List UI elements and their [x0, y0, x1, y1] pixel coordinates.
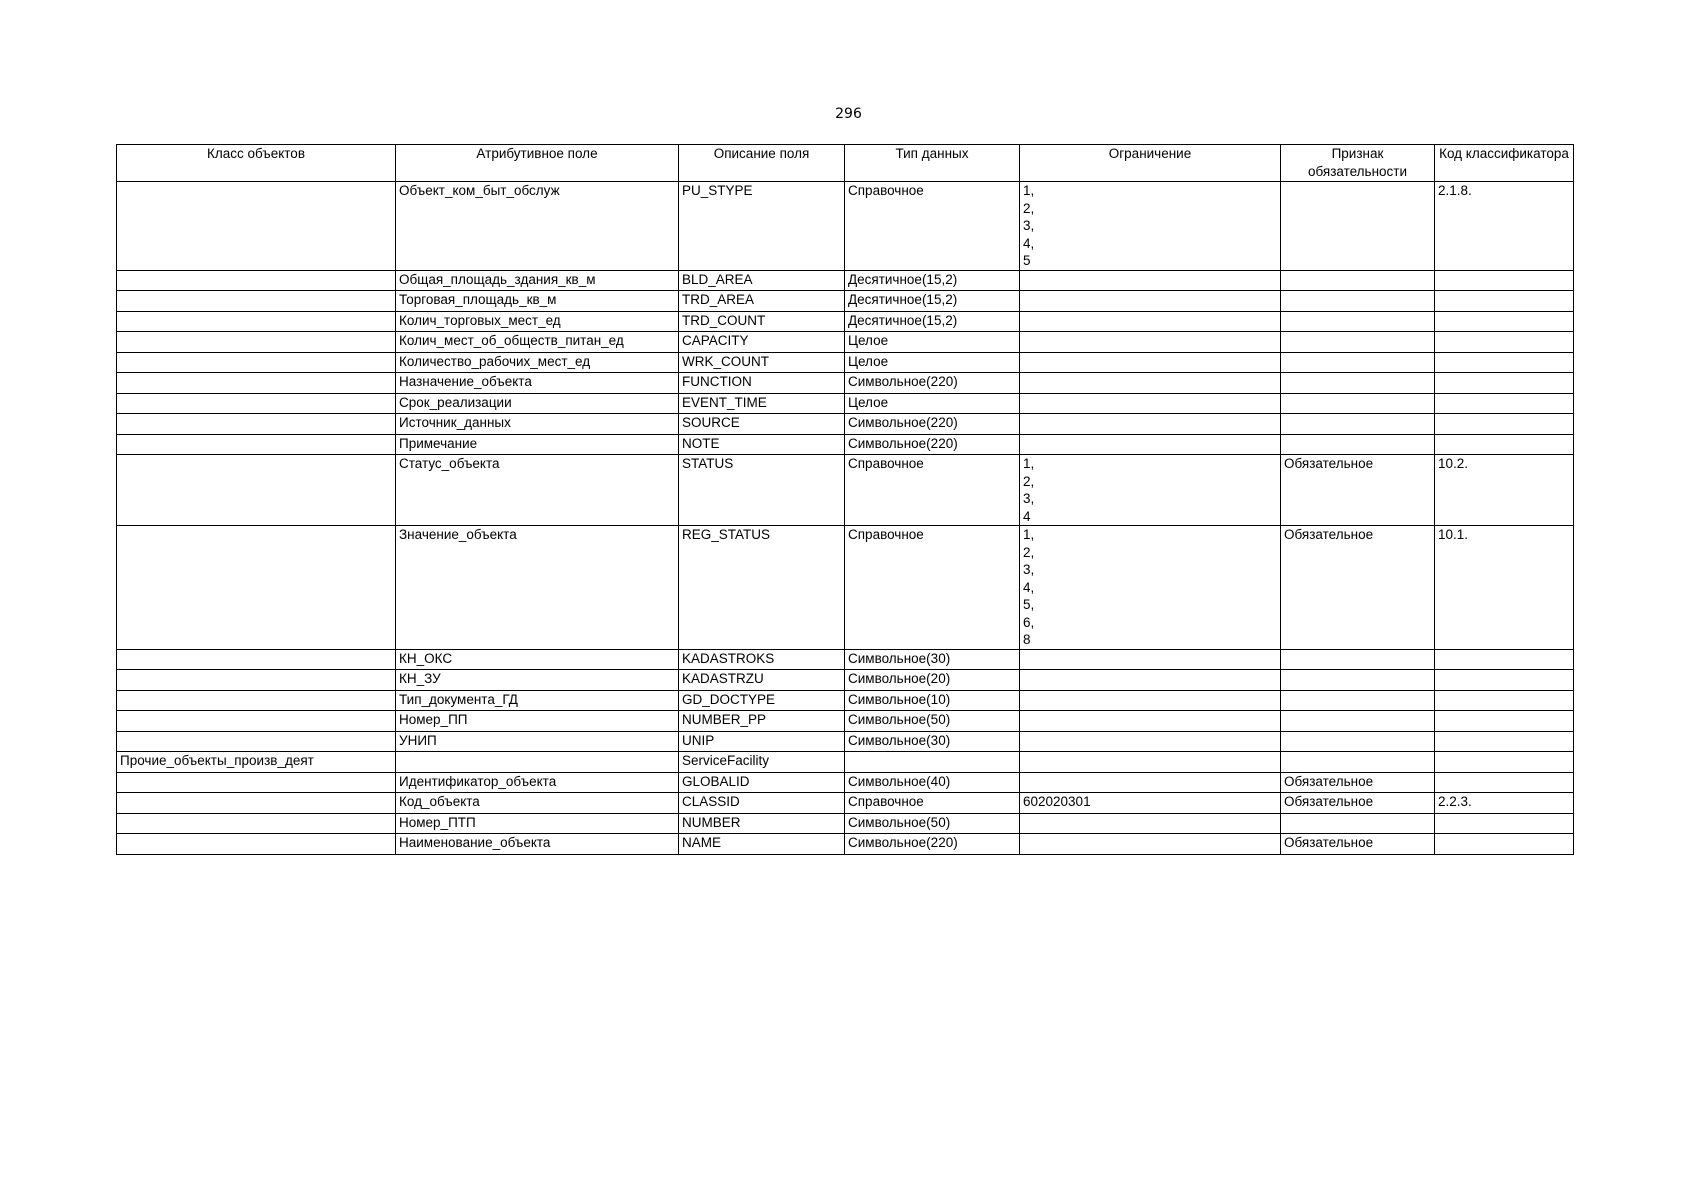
table-row: [117, 182, 1574, 271]
table-row: [117, 311, 1574, 332]
cell-required-flag: Обязательное: [1281, 793, 1435, 814]
cell-field-description: STATUS: [679, 455, 845, 526]
cell-attribute-field: Идентификатор_объекта: [396, 772, 679, 793]
cell-object-class: [117, 813, 396, 834]
cell-data-type: Символьное(220): [845, 834, 1020, 855]
cell-attribute-field: Торговая_площадь_кв_м: [396, 291, 679, 312]
cell-required-flag: [1281, 649, 1435, 670]
cell-field-description: SOURCE: [679, 414, 845, 435]
header-object-class: Класс объектов: [117, 145, 396, 182]
table-row: [117, 434, 1574, 455]
cell-object-class: [117, 455, 396, 526]
cell-field-description: CAPACITY: [679, 332, 845, 353]
cell-constraint: 1, 2, 3, 4, 5, 6, 8: [1020, 526, 1281, 650]
cell-field-description: PU_STYPE: [679, 182, 845, 271]
table-row: [117, 526, 1574, 650]
cell-attribute-field: Статус_объекта: [396, 455, 679, 526]
cell-data-type: Десятичное(15,2): [845, 291, 1020, 312]
header-required-flag: Признак обязательности: [1281, 145, 1435, 182]
cell-classifier-code: [1435, 670, 1574, 691]
cell-required-flag: Обязательное: [1281, 772, 1435, 793]
cell-field-description: TRD_AREA: [679, 291, 845, 312]
cell-constraint: 602020301: [1020, 793, 1281, 814]
cell-object-class: [117, 270, 396, 291]
table-row: [117, 455, 1574, 526]
cell-data-type: Символьное(10): [845, 690, 1020, 711]
cell-object-class: [117, 649, 396, 670]
cell-data-type: Символьное(30): [845, 731, 1020, 752]
cell-field-description: ServiceFacility: [679, 752, 845, 773]
cell-classifier-code: 10.2.: [1435, 455, 1574, 526]
cell-required-flag: [1281, 270, 1435, 291]
cell-classifier-code: [1435, 393, 1574, 414]
table-row: [117, 752, 1574, 773]
cell-required-flag: [1281, 311, 1435, 332]
table-body: [117, 182, 1574, 855]
table-row: [117, 793, 1574, 814]
table-row: [117, 291, 1574, 312]
cell-classifier-code: [1435, 311, 1574, 332]
cell-constraint: [1020, 670, 1281, 691]
cell-required-flag: [1281, 393, 1435, 414]
table-row: [117, 352, 1574, 373]
cell-field-description: REG_STATUS: [679, 526, 845, 650]
cell-data-type: Символьное(220): [845, 414, 1020, 435]
table-row: [117, 690, 1574, 711]
cell-field-description: NAME: [679, 834, 845, 855]
cell-required-flag: [1281, 291, 1435, 312]
table-row: [117, 772, 1574, 793]
cell-required-flag: [1281, 414, 1435, 435]
cell-required-flag: [1281, 670, 1435, 691]
cell-classifier-code: [1435, 332, 1574, 353]
cell-object-class: [117, 291, 396, 312]
cell-data-type: Символьное(220): [845, 373, 1020, 394]
cell-classifier-code: [1435, 270, 1574, 291]
cell-constraint: [1020, 772, 1281, 793]
cell-object-class: [117, 332, 396, 353]
table-row: [117, 393, 1574, 414]
cell-attribute-field: Номер_ПП: [396, 711, 679, 732]
cell-constraint: [1020, 414, 1281, 435]
cell-object-class: [117, 182, 396, 271]
cell-data-type: Символьное(50): [845, 711, 1020, 732]
cell-object-class: [117, 526, 396, 650]
cell-classifier-code: [1435, 414, 1574, 435]
cell-attribute-field: Назначение_объекта: [396, 373, 679, 394]
cell-data-type: Справочное: [845, 182, 1020, 271]
cell-field-description: BLD_AREA: [679, 270, 845, 291]
cell-object-class: [117, 434, 396, 455]
cell-object-class: [117, 352, 396, 373]
table-row: [117, 670, 1574, 691]
cell-required-flag: [1281, 752, 1435, 773]
cell-object-class: [117, 731, 396, 752]
table-row: [117, 332, 1574, 353]
cell-attribute-field: Срок_реализации: [396, 393, 679, 414]
cell-attribute-field: Колич_мест_об_обществ_питан_ед: [396, 332, 679, 353]
cell-data-type: Справочное: [845, 455, 1020, 526]
page-number: 296: [835, 106, 862, 122]
cell-object-class: [117, 670, 396, 691]
cell-attribute-field: Наименование_объекта: [396, 834, 679, 855]
cell-data-type: Символьное(50): [845, 813, 1020, 834]
cell-constraint: [1020, 352, 1281, 373]
cell-data-type: Целое: [845, 352, 1020, 373]
cell-attribute-field: КН_ЗУ: [396, 670, 679, 691]
cell-required-flag: [1281, 690, 1435, 711]
cell-classifier-code: [1435, 772, 1574, 793]
cell-constraint: [1020, 373, 1281, 394]
cell-required-flag: Обязательное: [1281, 455, 1435, 526]
table-row: [117, 834, 1574, 855]
cell-data-type: Символьное(30): [845, 649, 1020, 670]
cell-object-class: Прочие_объекты_произв_деят: [117, 752, 396, 773]
cell-constraint: [1020, 834, 1281, 855]
cell-object-class: [117, 311, 396, 332]
cell-data-type: Символьное(20): [845, 670, 1020, 691]
cell-field-description: FUNCTION: [679, 373, 845, 394]
cell-constraint: 1, 2, 3, 4: [1020, 455, 1281, 526]
cell-attribute-field: Источник_данных: [396, 414, 679, 435]
cell-field-description: NOTE: [679, 434, 845, 455]
cell-attribute-field: Значение_объекта: [396, 526, 679, 650]
cell-required-flag: [1281, 373, 1435, 394]
cell-classifier-code: [1435, 731, 1574, 752]
cell-classifier-code: [1435, 373, 1574, 394]
cell-attribute-field: Код_объекта: [396, 793, 679, 814]
cell-attribute-field: Колич_торговых_мест_ед: [396, 311, 679, 332]
cell-constraint: [1020, 649, 1281, 670]
cell-object-class: [117, 373, 396, 394]
cell-classifier-code: [1435, 291, 1574, 312]
cell-data-type: [845, 752, 1020, 773]
cell-data-type: Целое: [845, 332, 1020, 353]
cell-required-flag: [1281, 434, 1435, 455]
cell-data-type: Символьное(220): [845, 434, 1020, 455]
cell-field-description: KADASTRZU: [679, 670, 845, 691]
cell-attribute-field: Количество_рабочих_мест_ед: [396, 352, 679, 373]
cell-required-flag: [1281, 813, 1435, 834]
cell-constraint: [1020, 690, 1281, 711]
cell-classifier-code: 10.1.: [1435, 526, 1574, 650]
cell-required-flag: [1281, 731, 1435, 752]
cell-required-flag: [1281, 711, 1435, 732]
cell-constraint: [1020, 711, 1281, 732]
header-constraint: Ограничение: [1020, 145, 1281, 182]
cell-constraint: [1020, 270, 1281, 291]
cell-constraint: [1020, 434, 1281, 455]
cell-required-flag: [1281, 332, 1435, 353]
cell-classifier-code: [1435, 711, 1574, 732]
cell-data-type: Целое: [845, 393, 1020, 414]
cell-required-flag: [1281, 182, 1435, 271]
cell-classifier-code: [1435, 434, 1574, 455]
cell-classifier-code: [1435, 352, 1574, 373]
cell-constraint: [1020, 731, 1281, 752]
cell-field-description: NUMBER_PP: [679, 711, 845, 732]
attribute-table: [116, 144, 1574, 855]
header-attribute-field: Атрибутивное поле: [396, 145, 679, 182]
cell-attribute-field: [396, 752, 679, 773]
cell-object-class: [117, 834, 396, 855]
cell-classifier-code: [1435, 834, 1574, 855]
cell-object-class: [117, 393, 396, 414]
cell-object-class: [117, 690, 396, 711]
cell-constraint: [1020, 752, 1281, 773]
cell-field-description: GD_DOCTYPE: [679, 690, 845, 711]
cell-field-description: UNIP: [679, 731, 845, 752]
cell-field-description: EVENT_TIME: [679, 393, 845, 414]
cell-constraint: 1, 2, 3, 4, 5: [1020, 182, 1281, 271]
cell-constraint: [1020, 291, 1281, 312]
cell-classifier-code: [1435, 752, 1574, 773]
cell-object-class: [117, 793, 396, 814]
cell-object-class: [117, 414, 396, 435]
cell-field-description: WRK_COUNT: [679, 352, 845, 373]
cell-field-description: GLOBALID: [679, 772, 845, 793]
cell-classifier-code: 2.1.8.: [1435, 182, 1574, 271]
table-row: [117, 414, 1574, 435]
table-row: [117, 270, 1574, 291]
cell-attribute-field: КН_ОКС: [396, 649, 679, 670]
table-row: [117, 711, 1574, 732]
cell-field-description: CLASSID: [679, 793, 845, 814]
cell-field-description: KADASTROKS: [679, 649, 845, 670]
cell-constraint: [1020, 332, 1281, 353]
cell-classifier-code: [1435, 813, 1574, 834]
cell-required-flag: [1281, 352, 1435, 373]
cell-field-description: TRD_COUNT: [679, 311, 845, 332]
table-row: [117, 731, 1574, 752]
cell-data-type: Десятичное(15,2): [845, 270, 1020, 291]
cell-object-class: [117, 711, 396, 732]
table-row: [117, 373, 1574, 394]
cell-data-type: Символьное(40): [845, 772, 1020, 793]
cell-attribute-field: Примечание: [396, 434, 679, 455]
cell-attribute-field: Общая_площадь_здания_кв_м: [396, 270, 679, 291]
cell-classifier-code: 2.2.3.: [1435, 793, 1574, 814]
header-field-description: Описание поля: [679, 145, 845, 182]
cell-constraint: [1020, 393, 1281, 414]
table-header-row: [117, 145, 1574, 182]
cell-data-type: Справочное: [845, 793, 1020, 814]
cell-object-class: [117, 772, 396, 793]
cell-data-type: Десятичное(15,2): [845, 311, 1020, 332]
cell-classifier-code: [1435, 649, 1574, 670]
table-row: [117, 813, 1574, 834]
table-row: [117, 649, 1574, 670]
cell-attribute-field: Номер_ПТП: [396, 813, 679, 834]
cell-attribute-field: УНИП: [396, 731, 679, 752]
cell-attribute-field: Тип_документа_ГД: [396, 690, 679, 711]
cell-constraint: [1020, 311, 1281, 332]
cell-classifier-code: [1435, 690, 1574, 711]
cell-field-description: NUMBER: [679, 813, 845, 834]
cell-required-flag: Обязательное: [1281, 834, 1435, 855]
header-classifier-code: Код классификатора: [1435, 145, 1574, 182]
cell-attribute-field: Объект_ком_быт_обслуж: [396, 182, 679, 271]
cell-required-flag: Обязательное: [1281, 526, 1435, 650]
header-data-type: Тип данных: [845, 145, 1020, 182]
cell-constraint: [1020, 813, 1281, 834]
cell-data-type: Справочное: [845, 526, 1020, 650]
